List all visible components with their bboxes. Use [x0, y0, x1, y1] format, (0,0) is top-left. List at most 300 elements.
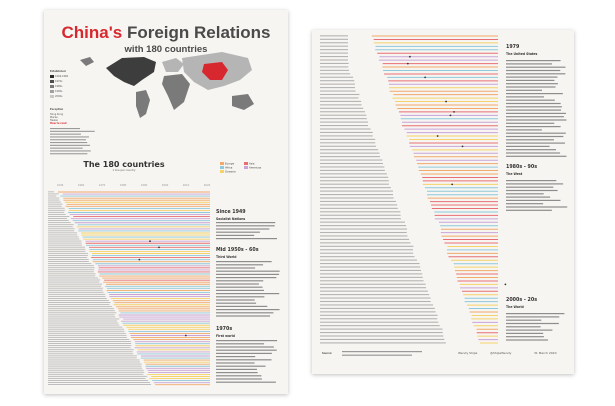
country-name-label [48, 302, 110, 303]
body-text-line [216, 375, 261, 376]
country-name-label [48, 220, 69, 221]
section-sub-1980s: The West [506, 172, 523, 176]
country-name-label [48, 349, 134, 350]
country-name-label [320, 253, 413, 254]
country-name-label [320, 59, 348, 60]
country-name-label [320, 77, 353, 78]
country-name-label [320, 304, 433, 305]
country-name-label [320, 91, 356, 92]
country-name-label [48, 243, 82, 244]
country-name-label [320, 273, 422, 274]
body-text-line [506, 336, 544, 337]
country-name-label [48, 384, 151, 385]
country-name-label [48, 294, 105, 295]
country-name-label [48, 321, 117, 322]
country-name-label [48, 202, 61, 203]
country-name-label [48, 278, 98, 279]
body-text-line [506, 129, 542, 130]
country-name-label [48, 193, 59, 194]
country-name-label [320, 308, 435, 309]
author-handle: @ShijiaWendy [490, 351, 512, 355]
country-name-label [48, 286, 101, 287]
body-text-line [216, 303, 256, 304]
country-name-label [320, 266, 420, 267]
country-name-label [320, 294, 429, 295]
country-name-label [320, 101, 361, 102]
country-name-label [48, 351, 133, 352]
country-name-label [48, 212, 64, 213]
country-name-label [320, 87, 355, 88]
country-name-label [320, 146, 376, 147]
event-dot [437, 135, 439, 137]
body-text-line [216, 378, 262, 379]
country-name-label [320, 39, 348, 40]
country-name-label [320, 111, 365, 112]
axis-tick-label: 1960 [77, 184, 85, 187]
category-legend-label: Africa [225, 166, 233, 170]
country-name-label [48, 249, 85, 250]
country-name-label [48, 319, 119, 320]
body-text-line [506, 100, 555, 101]
country-name-label [48, 267, 95, 268]
body-text-line [506, 139, 554, 140]
country-name-label [48, 298, 107, 299]
map-legend-label: 1990s [55, 90, 63, 93]
body-text-line [216, 299, 255, 300]
body-text-line [506, 326, 541, 327]
body-text-line [506, 96, 544, 97]
section-sub-1970s: First world [216, 334, 235, 338]
poster-left-page [44, 10, 288, 394]
country-name-label [48, 218, 67, 219]
country-name-label [48, 368, 142, 369]
body-text-line [506, 116, 564, 117]
country-name-label [48, 263, 91, 264]
note-text-line [50, 145, 90, 146]
title-china: China's [61, 23, 123, 42]
body-text-line [506, 126, 561, 127]
country-name-label [48, 200, 59, 201]
country-name-label [48, 314, 115, 315]
country-name-label [320, 163, 383, 164]
country-name-label [320, 142, 375, 143]
section-sub-1979: The United States [506, 52, 538, 56]
body-text-line [506, 323, 559, 324]
body-text-line [506, 67, 565, 68]
country-name-label [48, 261, 89, 262]
body-text-line [216, 343, 264, 344]
country-name-label [48, 204, 63, 205]
poster-right-page [312, 30, 574, 374]
country-name-label [320, 108, 363, 109]
section-title-1949: Since 1949 [216, 210, 246, 215]
country-name-label [320, 280, 424, 281]
country-name-label [48, 191, 54, 192]
body-text-line [216, 369, 257, 370]
country-name-label [48, 222, 71, 223]
country-name-label [320, 298, 431, 299]
country-name-label [48, 224, 74, 225]
category-legend-label: Americas [249, 166, 262, 170]
country-name-label [48, 259, 89, 260]
country-name-label [48, 380, 148, 381]
country-name-label [48, 362, 140, 363]
country-name-label [320, 287, 426, 288]
body-text-line [506, 197, 550, 198]
country-name-label [48, 292, 103, 293]
country-name-label [320, 156, 380, 157]
chart-subtitle: 1 line per country [112, 169, 136, 172]
axis-tick-label: 1980 [119, 184, 127, 187]
body-text-line [216, 232, 260, 233]
country-name-label [320, 325, 440, 326]
country-name-label [48, 271, 94, 272]
event-dot [504, 284, 506, 286]
country-name-label [48, 280, 100, 281]
note-text-line [50, 153, 87, 154]
country-name-label [320, 291, 428, 292]
publish-date: 31 March 2020 [534, 351, 557, 355]
country-name-label [48, 234, 77, 235]
country-name-label [320, 232, 407, 233]
country-name-label [48, 308, 114, 309]
country-name-label [48, 284, 102, 285]
body-text-line [506, 113, 566, 114]
body-text-line [506, 180, 556, 181]
event-dot [453, 111, 455, 113]
country-name-label [320, 84, 355, 85]
country-name-label [48, 335, 127, 336]
body-text-line [506, 316, 559, 317]
body-text-line [216, 362, 255, 363]
country-name-label [320, 235, 407, 236]
body-text-line [506, 80, 554, 81]
section-sub-2000s: The World [506, 305, 524, 309]
country-name-label [48, 374, 143, 375]
country-name-label [320, 218, 401, 219]
country-name-label [48, 237, 79, 238]
country-name-label [320, 170, 385, 171]
body-text-line [506, 77, 557, 78]
note-text-line [50, 150, 91, 151]
body-text-line [216, 340, 277, 341]
country-name-label [48, 288, 103, 289]
country-name-label [48, 312, 116, 313]
country-name-label [320, 208, 398, 209]
country-name-label [48, 347, 131, 348]
category-legend-label: Oceania [225, 170, 236, 174]
country-name-label [48, 343, 131, 344]
body-text-line [506, 193, 544, 194]
country-name-label [320, 201, 396, 202]
country-name-label [320, 249, 413, 250]
event-dot [407, 63, 409, 65]
body-text-line [216, 356, 255, 357]
body-text-line [506, 133, 566, 134]
body-text-line [506, 149, 556, 150]
axis-tick-label: 1949 [56, 184, 64, 187]
source-text-line [342, 355, 412, 356]
note-text-line [50, 148, 83, 149]
country-name-label [48, 210, 65, 211]
country-name-label [320, 63, 349, 64]
event-dot [409, 56, 411, 58]
body-text-line [506, 103, 561, 104]
section-title-2000s: 2000s - 20s [506, 298, 538, 303]
event-dot [138, 259, 140, 261]
section-title-1970s: 1970s [216, 327, 233, 332]
country-name-label [320, 149, 378, 150]
country-name-label [320, 339, 444, 340]
country-name-label [320, 56, 348, 57]
country-name-label [48, 310, 115, 311]
country-name-label [320, 42, 348, 43]
country-name-label [320, 128, 370, 129]
event-dot [424, 77, 426, 79]
body-text-line [506, 206, 567, 207]
event-dot [450, 114, 452, 116]
axis-tick-label: 2010 [182, 184, 190, 187]
country-name-label [48, 241, 81, 242]
country-name-label [320, 229, 407, 230]
country-name-label [320, 160, 382, 161]
country-name-label [320, 115, 366, 116]
body-text-line [216, 359, 272, 360]
country-name-label [320, 80, 354, 81]
event-dot [451, 183, 453, 185]
body-text-line [506, 190, 558, 191]
event-dot [445, 101, 447, 103]
country-name-label [48, 331, 124, 332]
body-text-line [506, 123, 554, 124]
country-name-label [320, 153, 380, 154]
country-name-label [48, 357, 137, 358]
category-legend-label: Asia [249, 162, 255, 166]
country-name-label [48, 290, 103, 291]
country-name-label [48, 228, 75, 229]
country-name-label [48, 364, 142, 365]
country-lines-chart-right [312, 30, 574, 374]
country-name-label [48, 208, 65, 209]
country-name-label [320, 211, 400, 212]
country-name-label [48, 216, 69, 217]
country-name-label [320, 260, 417, 261]
country-name-label [48, 251, 85, 252]
event-dot [185, 335, 187, 337]
country-name-label [320, 49, 348, 50]
country-name-label [320, 73, 350, 74]
country-name-label [320, 94, 359, 95]
note-text-line [50, 128, 80, 129]
country-name-label [48, 296, 105, 297]
body-text-line [506, 83, 558, 84]
section-title-1950s: Mid 1950s - 60s [216, 248, 259, 253]
country-name-label [48, 214, 66, 215]
category-legend-label: Europe [225, 162, 235, 166]
exception-legend-item: Hong Kong [50, 113, 63, 116]
country-name-label [320, 132, 373, 133]
body-text-line [216, 309, 280, 310]
country-name-label [320, 166, 384, 167]
body-text-line [506, 320, 541, 321]
body-text-line [216, 225, 275, 226]
country-name-label [320, 70, 349, 71]
section-title-1980s: 1980s - 90s [506, 165, 538, 170]
country-name-label [320, 318, 437, 319]
country-name-label [48, 275, 95, 276]
country-name-label [320, 122, 368, 123]
country-name-label [48, 198, 59, 199]
country-name-label [320, 177, 388, 178]
body-text-line [506, 200, 560, 201]
map-legend-label: 2000s [55, 95, 63, 98]
title-foreign-relations: Foreign Relations [126, 23, 271, 42]
country-name-label [48, 239, 79, 240]
axis-tick-label: 1970 [98, 184, 106, 187]
country-name-label [320, 66, 348, 67]
axis-tick-label: 2020 [203, 184, 211, 187]
body-text-line [506, 203, 543, 204]
body-text-line [216, 283, 259, 284]
event-dot [462, 146, 464, 148]
body-text-line [216, 271, 280, 272]
section-sub-1950s: Third World [216, 255, 237, 259]
chart-title: The 180 countries [83, 160, 165, 169]
country-name-label [320, 135, 373, 136]
body-text-line [506, 313, 564, 314]
country-name-label [320, 204, 397, 205]
body-text-line [506, 73, 565, 74]
country-name-label [320, 97, 358, 98]
country-name-label [48, 360, 140, 361]
country-name-label [320, 301, 431, 302]
country-name-label [48, 323, 118, 324]
poster-subtitle: with 180 countries [124, 44, 208, 55]
country-name-label [320, 263, 420, 264]
body-text-line [506, 183, 563, 184]
body-text-line [506, 333, 543, 334]
country-name-label [48, 372, 144, 373]
body-text-line [216, 264, 263, 265]
country-name-label [320, 222, 405, 223]
country-name-label [48, 327, 122, 328]
body-text-line [216, 312, 273, 313]
country-name-label [48, 255, 88, 256]
country-name-label [320, 46, 348, 47]
country-name-label [320, 180, 389, 181]
country-name-label [320, 197, 394, 198]
body-text-line [506, 119, 566, 120]
body-text-line [506, 110, 561, 111]
country-name-label [48, 226, 73, 227]
body-text-line [216, 293, 279, 294]
country-name-label [48, 378, 146, 379]
event-dot [158, 246, 160, 248]
country-name-label [320, 225, 406, 226]
body-text-line [216, 277, 276, 278]
country-name-label [48, 269, 94, 270]
body-text-line [216, 353, 272, 354]
country-name-label [48, 337, 127, 338]
country-name-label [48, 376, 147, 377]
body-text-line [506, 93, 563, 94]
body-text-line [506, 143, 565, 144]
country-name-label [320, 191, 393, 192]
country-name-label [320, 184, 389, 185]
country-name-label [320, 322, 438, 323]
country-name-label [320, 284, 426, 285]
body-text-line [506, 187, 553, 188]
body-text-line [506, 60, 561, 61]
exception-legend-item: Taiwan [50, 119, 59, 122]
country-name-label [48, 265, 94, 266]
body-text-line [506, 152, 560, 153]
country-name-label [320, 187, 391, 188]
country-name-label [320, 332, 443, 333]
map-legend-label: 1949-1969 [55, 75, 69, 78]
body-text-line [216, 346, 274, 347]
body-text-line [506, 339, 548, 340]
body-text-line [216, 382, 276, 383]
source-label: Source: [322, 352, 333, 355]
map-legend-label: 1970s [55, 80, 63, 83]
country-name-label [48, 273, 96, 274]
body-text-line [216, 261, 272, 262]
exception-legend-item: Macau [50, 116, 58, 119]
country-name-label [320, 342, 446, 343]
country-name-label [320, 239, 409, 240]
country-name-label [320, 335, 443, 336]
country-name-label [48, 282, 99, 283]
country-name-label [320, 256, 414, 257]
body-text-line [216, 222, 275, 223]
body-text-line [506, 70, 560, 71]
country-name-label [320, 215, 401, 216]
country-name-label [320, 246, 413, 247]
country-name-label [48, 339, 129, 340]
body-text-line [216, 315, 270, 316]
body-text-line [216, 350, 277, 351]
country-name-label [48, 370, 144, 371]
country-name-label [48, 355, 137, 356]
country-name-label [320, 194, 393, 195]
country-name-label [48, 341, 131, 342]
body-text-line [506, 63, 552, 64]
country-name-label [48, 304, 110, 305]
source-text-line [342, 351, 422, 352]
country-name-label [320, 104, 362, 105]
country-name-label [48, 245, 82, 246]
body-text-line [216, 306, 267, 307]
country-name-label [48, 247, 85, 248]
body-text-line [506, 210, 552, 211]
body-text-line [216, 296, 264, 297]
country-name-label [48, 382, 150, 383]
notes-title: How to read [50, 122, 67, 125]
country-name-label [48, 230, 74, 231]
axis-tick-label: 1990 [140, 184, 148, 187]
event-dot [149, 240, 151, 242]
country-name-label [48, 333, 126, 334]
country-name-label [48, 329, 124, 330]
body-text-line [216, 290, 264, 291]
axis-tick-label: 2000 [161, 184, 169, 187]
country-name-label [48, 253, 88, 254]
map-legend2-title: Exception [50, 108, 64, 111]
body-text-line [506, 136, 563, 137]
country-name-label [48, 306, 112, 307]
note-text-line [50, 131, 95, 132]
